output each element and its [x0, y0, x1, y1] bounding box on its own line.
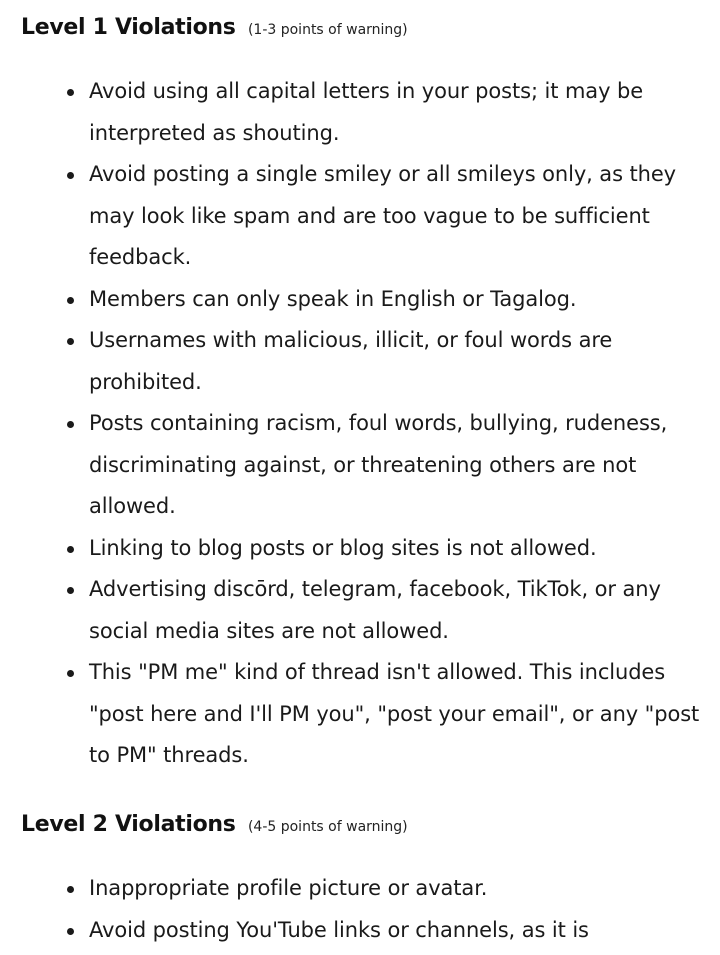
level-1-rule-list — [0, 71, 720, 777]
list-item — [0, 868, 720, 910]
bullet-icon — [67, 421, 74, 428]
level-1-points-note: (1-3 points of warning) — [247, 22, 408, 38]
list-item — [0, 652, 720, 777]
rule-text: Avoid using all capital letters in your posts; it may be interpreted as shouting. — [89, 79, 644, 145]
level-2-points-note: (4-5 points of warning) — [247, 819, 408, 835]
list-item — [0, 910, 720, 952]
rule-text: Inappropriate profile picture or avatar. — [89, 876, 488, 900]
bullet-icon — [67, 338, 74, 345]
level-2-title: Level 2 Violations — [21, 812, 236, 837]
level-2-rule-list — [0, 868, 720, 951]
rule-text: Avoid posting You'Tube links or channels, as it is — [89, 917, 589, 942]
level-2-heading — [0, 803, 720, 843]
bullet-icon — [67, 297, 74, 304]
rule-text: Linking to blog posts or blog sites is not allowed. — [89, 535, 597, 560]
list-item — [0, 279, 720, 321]
level-1-title: Level 1 Violations — [21, 15, 236, 40]
rule-text: Usernames with malicious, illicit, or foul words are prohibited. — [89, 328, 613, 394]
list-item — [0, 154, 720, 279]
list-item — [0, 569, 720, 652]
bullet-icon — [67, 89, 74, 96]
list-item — [0, 320, 720, 403]
bullet-icon — [67, 587, 74, 594]
rule-text: Posts containing racism, foul words, bullying, rudeness, discriminating against, or threatening others are not allowed. — [89, 411, 668, 518]
bullet-icon — [67, 546, 74, 553]
bullet-icon — [67, 172, 74, 179]
bullet-icon — [67, 886, 74, 893]
rule-text: Advertising discōrd, telegram, facebook, TikTok, or any social media sites are not allowed. — [89, 577, 661, 643]
rule-text: This "PM me" kind of thread isn't allowed. This includes "post here and I'll PM you", "post your email", or any "post to PM" threads. — [89, 660, 700, 767]
list-item — [0, 71, 720, 154]
list-item — [0, 403, 720, 528]
rule-text: Avoid posting a single smiley or all smileys only, as they may look like spam and are too vague to be sufficient feedback. — [89, 162, 676, 269]
level-1-heading — [0, 6, 720, 46]
rule-text: Members can only speak in English or Tagalog. — [89, 286, 577, 311]
bullet-icon — [67, 928, 74, 935]
list-item — [0, 528, 720, 570]
bullet-icon — [67, 670, 74, 677]
